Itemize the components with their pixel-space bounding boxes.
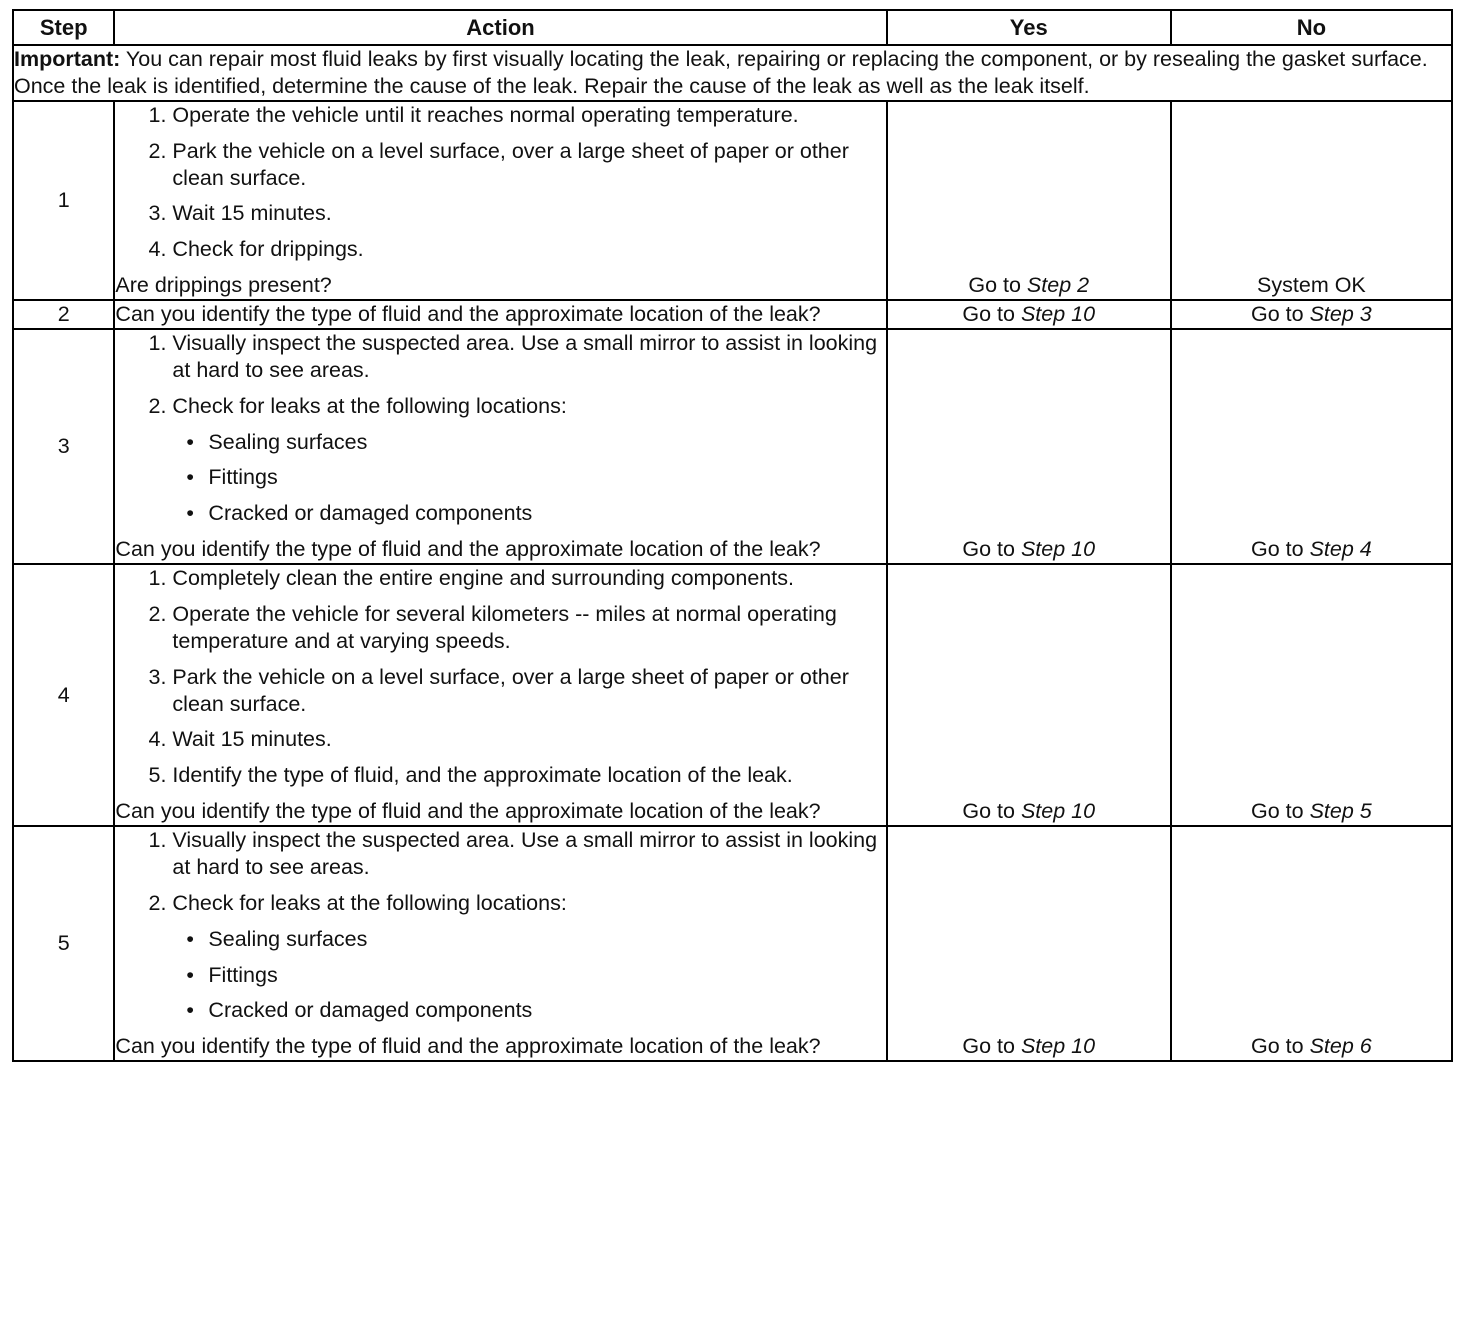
- step-number: 3: [13, 329, 114, 564]
- action-steps-list: [115, 565, 885, 789]
- header-row: [13, 10, 1452, 45]
- action-step-item: [172, 393, 885, 528]
- yes-result-text: Go to: [968, 273, 1027, 298]
- no-result-text: Go to: [1251, 1034, 1310, 1059]
- action-step-text: Wait 15 minutes.: [172, 727, 332, 752]
- step-number: 4: [13, 564, 114, 826]
- header-step: Step: [13, 10, 114, 45]
- action-cell: [114, 101, 886, 300]
- action-step-text: Visually inspect the suspected area. Use a small mirror to assist in looking at hard to see areas.: [172, 828, 878, 879]
- step-row: [13, 300, 1452, 329]
- no-result: [1171, 329, 1452, 564]
- action-step-item: [172, 138, 885, 192]
- action-step-item: [172, 102, 885, 129]
- location-bullet-item: • Cracked or damaged components: [208, 997, 885, 1024]
- step-question: Are drippings present?: [115, 273, 332, 298]
- no-result-text: System OK: [1257, 273, 1366, 298]
- yes-result-text: Go to: [962, 1034, 1021, 1059]
- no-step-reference: Step 4: [1309, 537, 1372, 562]
- location-bullet-item: • Sealing surfaces: [208, 926, 885, 953]
- action-steps-list: [115, 827, 885, 1024]
- action-step-text: Operate the vehicle for several kilometers -- miles at normal operating temperature and at varying speeds.: [172, 601, 837, 653]
- yes-result: [887, 329, 1171, 564]
- header-action: Action: [114, 10, 886, 45]
- action-step-item: [172, 565, 885, 592]
- yes-step-reference: Step 10: [1020, 1034, 1096, 1059]
- action-step-item: [172, 601, 885, 655]
- yes-result: [887, 826, 1171, 1061]
- action-step-text: Check for leaks at the following locations:: [172, 890, 567, 915]
- action-step-text: Wait 15 minutes.: [172, 201, 332, 226]
- important-note: [13, 45, 1452, 101]
- action-step-item: [172, 827, 885, 881]
- action-steps-list: [115, 102, 885, 263]
- no-result: [1171, 300, 1452, 329]
- action-step-text: Identify the type of fluid, and the approximate location of the leak.: [172, 763, 793, 788]
- location-bullet-item: • Cracked or damaged components: [208, 500, 885, 527]
- action-step-item: [172, 330, 885, 384]
- location-bullet-item: • Fittings: [208, 962, 885, 989]
- important-text: You can repair most fluid leaks by first visually locating the leak, repairing or replacing the component, or by resealing the gasket surface. Once the leak is identified, determine the cause of the leak. Repair the cause of the leak as well as the leak itself.: [14, 47, 1428, 98]
- important-label: Important:: [14, 47, 121, 71]
- no-step-reference: Step 6: [1309, 1034, 1372, 1059]
- action-step-item: [172, 200, 885, 227]
- step-row: [13, 329, 1452, 564]
- action-step-text: Park the vehicle on a level surface, over a large sheet of paper or other clean surface.: [172, 664, 849, 716]
- no-step-reference: Step 3: [1309, 302, 1372, 326]
- step-number: 2: [13, 300, 114, 329]
- no-result: [1171, 826, 1452, 1061]
- yes-result: [887, 101, 1171, 300]
- location-bullet-list: [172, 926, 885, 1025]
- yes-result-text: Go to: [962, 302, 1021, 326]
- yes-step-reference: Step 10: [1020, 302, 1096, 326]
- location-bullet-item: • Sealing surfaces: [208, 429, 885, 456]
- step-question: Can you identify the type of fluid and the approximate location of the leak?: [115, 537, 821, 562]
- action-step-item: [172, 762, 885, 789]
- step-row: [13, 564, 1452, 826]
- action-cell: [114, 329, 886, 564]
- action-step-text: Operate the vehicle until it reaches normal operating temperature.: [172, 102, 799, 127]
- yes-result: [887, 564, 1171, 826]
- action-step-text: Check for leaks at the following locations:: [172, 393, 567, 418]
- action-step-item: [172, 236, 885, 263]
- diagnostic-table: [12, 9, 1453, 1062]
- no-result-text: Go to: [1251, 302, 1310, 326]
- action-step-item: [172, 890, 885, 1025]
- action-cell: [114, 564, 886, 826]
- action-cell: [114, 826, 886, 1061]
- step-number: 1: [13, 101, 114, 300]
- yes-result-text: Go to: [962, 799, 1021, 824]
- yes-result: [887, 300, 1171, 329]
- step-row: [13, 101, 1452, 300]
- location-bullet-item: • Fittings: [208, 464, 885, 491]
- yes-result-text: Go to: [962, 537, 1021, 562]
- step-number: 5: [13, 826, 114, 1061]
- action-step-text: Park the vehicle on a level surface, over a large sheet of paper or other clean surface.: [172, 138, 849, 190]
- step-question: Can you identify the type of fluid and the approximate location of the leak?: [115, 1034, 821, 1059]
- yes-step-reference: Step 10: [1020, 799, 1096, 824]
- action-step-item: [172, 664, 885, 718]
- action-cell: [114, 300, 886, 329]
- no-result: [1171, 564, 1452, 826]
- action-step-item: [172, 726, 885, 753]
- step-question: Can you identify the type of fluid and the approximate location of the leak?: [115, 799, 821, 824]
- action-step-text: Completely clean the entire engine and surrounding components.: [172, 566, 794, 590]
- step-question: Can you identify the type of fluid and the approximate location of the leak?: [115, 302, 821, 326]
- location-bullet-list: [172, 429, 885, 528]
- important-row: [13, 45, 1452, 101]
- header-yes: Yes: [887, 10, 1171, 45]
- yes-step-reference: Step 2: [1026, 273, 1090, 298]
- header-no: No: [1171, 10, 1452, 45]
- action-step-text: Check for drippings.: [172, 237, 364, 262]
- action-steps-list: [115, 330, 885, 527]
- no-result: [1171, 101, 1452, 300]
- no-step-reference: Step 5: [1309, 799, 1372, 824]
- action-step-text: Visually inspect the suspected area. Use a small mirror to assist in looking at hard to see areas.: [172, 330, 878, 382]
- no-result-text: Go to: [1251, 799, 1310, 824]
- yes-step-reference: Step 10: [1020, 537, 1096, 562]
- no-result-text: Go to: [1251, 537, 1310, 562]
- step-row: [13, 826, 1452, 1061]
